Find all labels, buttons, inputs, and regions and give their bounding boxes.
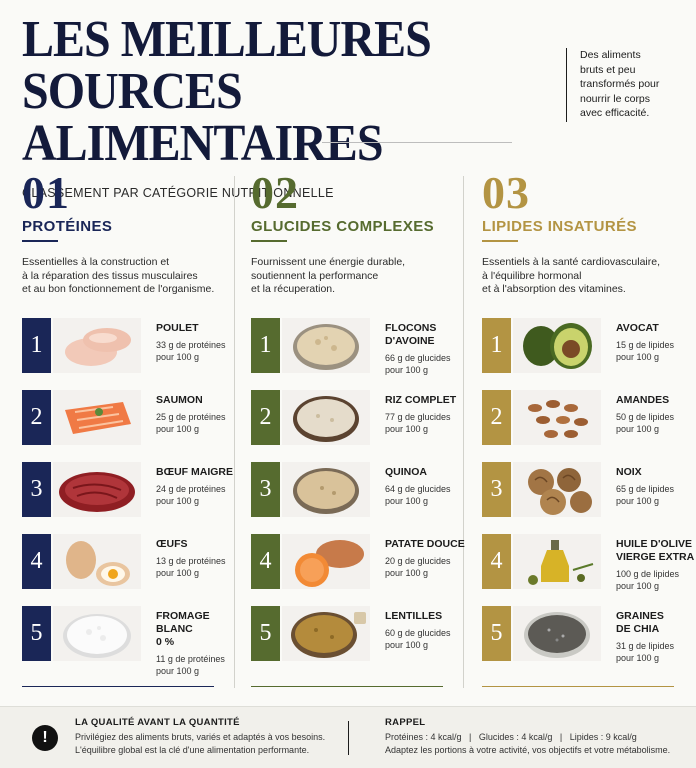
- food-name-line: 0 %: [156, 636, 175, 648]
- food-name: [156, 322, 238, 363]
- category-title: GLUCIDES COMPLEXES: [251, 218, 435, 235]
- quinoa-bowl-image: [282, 462, 370, 517]
- food-name: [385, 466, 467, 507]
- nutrient-value-line: 33 g de protéines: [156, 340, 226, 350]
- title-line-1: LES MEILLEURES: [22, 10, 431, 68]
- food-name: [385, 610, 467, 651]
- category-title-rule: [482, 240, 518, 242]
- food-name-line: GRAINES: [616, 610, 664, 622]
- nutrient-value-line: 65 g de lipides: [616, 484, 675, 494]
- rank-badge: 4: [251, 534, 280, 589]
- description-line: Essentiels à la santé cardiovasculaire,: [482, 256, 661, 268]
- rank-badge: 1: [251, 318, 280, 373]
- food-nutrient-value: [385, 555, 467, 579]
- food-item: [22, 390, 237, 445]
- food-name-line: FROMAGE BLANC: [156, 610, 210, 635]
- rank-badge: 3: [251, 462, 280, 517]
- oats-bowl-image: [282, 318, 370, 373]
- column-bottom-rule: [251, 686, 443, 687]
- nutrient-value-line: pour 100 g: [385, 640, 429, 650]
- food-name: [156, 610, 238, 677]
- food-name: [156, 394, 238, 435]
- food-name: [616, 538, 696, 592]
- food-item: [482, 390, 696, 445]
- food-name: [616, 394, 696, 435]
- chicken-breast-image: [53, 318, 141, 373]
- column-unsaturated-fats: [482, 167, 696, 663]
- food-name: [156, 538, 238, 579]
- food-name-line: HUILE D'OLIVE: [616, 538, 693, 550]
- nutrient-value-line: 20 g de glucides: [385, 556, 451, 566]
- footer-reminder-title: RAPPEL: [385, 717, 426, 728]
- food-nutrient-value: [385, 352, 467, 376]
- rank-badge: 4: [22, 534, 51, 589]
- nutrient-value-line: pour 100 g: [156, 352, 200, 362]
- food-item: [482, 606, 696, 661]
- nutrient-value-line: 64 g de glucides: [385, 484, 451, 494]
- page-subtitle: CLASSEMENT PAR CATÉGORIE NUTRITIONNELLE: [22, 186, 334, 200]
- column-complex-carbs: [251, 167, 466, 650]
- nutrient-value-line: 24 g de protéines: [156, 484, 226, 494]
- rank-badge: 5: [482, 606, 511, 661]
- food-nutrient-value: [156, 653, 238, 677]
- avocado-image: [513, 318, 601, 373]
- food-item: [251, 318, 466, 373]
- food-name: [385, 538, 467, 579]
- ground-beef-image: [53, 462, 141, 517]
- food-nutrient-value: [156, 483, 238, 507]
- nutrient-value-line: pour 100 g: [156, 666, 200, 676]
- footer-reminder-text: Protéines : 4 kcal/g | Glucides : 4 kcal/g | Lipides : 9 kcal/g Adaptez les portions à votre activité, vos objectifs et votre métabolisme.: [385, 732, 671, 755]
- nutrient-value-line: 77 g de glucides: [385, 412, 451, 422]
- food-item: [22, 462, 237, 517]
- description-line: à la réparation des tissus musculaires: [22, 269, 198, 282]
- footer-quality-text: Privilégiez des aliments bruts, variés et adaptés à vos besoins. L'équilibre global est la clé d'une alimentation performante.: [75, 732, 326, 755]
- rank-badge: 5: [22, 606, 51, 661]
- nutrient-value-line: pour 100 g: [385, 496, 429, 506]
- food-name: [616, 610, 696, 664]
- category-number: 02: [251, 167, 299, 218]
- category-number: 01: [22, 167, 70, 218]
- description-line: Essentielles à la construction et: [22, 256, 170, 268]
- food-item: [251, 606, 466, 661]
- nutrient-value-line: 15 g de lipides: [616, 340, 675, 350]
- category-number: 03: [482, 167, 530, 218]
- footer: [0, 706, 696, 768]
- column-proteins: [22, 167, 237, 676]
- category-title-rule: [251, 240, 287, 242]
- rank-badge: 3: [22, 462, 51, 517]
- food-item: [22, 606, 237, 676]
- rank-badge: 1: [482, 318, 511, 373]
- food-name: [385, 394, 467, 435]
- food-name-line: BŒUF MAIGRE: [156, 466, 233, 478]
- sweet-potato-image: [282, 534, 370, 589]
- food-nutrient-value: [156, 339, 238, 363]
- footer-quality-note: [75, 717, 335, 757]
- description-line: soutiennent la performance: [251, 269, 379, 282]
- rank-badge: 5: [251, 606, 280, 661]
- food-item: [482, 318, 696, 373]
- nutrient-value-line: pour 100 g: [385, 365, 429, 375]
- nutrient-value-line: pour 100 g: [385, 568, 429, 578]
- nutrient-value-line: pour 100 g: [385, 424, 429, 434]
- rank-badge: 2: [251, 390, 280, 445]
- food-nutrient-value: [616, 339, 696, 363]
- side-note: Des aliments bruts et peu transformés pour nourrir le corps avec efficacité.: [566, 48, 691, 122]
- food-item: [251, 534, 466, 589]
- food-name-line: ŒUFS: [156, 538, 188, 550]
- food-name-line: RIZ COMPLET: [385, 394, 457, 406]
- food-name-line: SAUMON: [156, 394, 203, 406]
- footer-reminder: [385, 717, 685, 757]
- food-name: [156, 466, 238, 507]
- nutrient-value-line: 66 g de glucides: [385, 353, 451, 363]
- food-item: [22, 318, 237, 373]
- food-name-line: FLOCONS: [385, 322, 437, 334]
- food-nutrient-value: [385, 627, 467, 651]
- nutrient-value-line: pour 100 g: [156, 424, 200, 434]
- rank-badge: 4: [482, 534, 511, 589]
- walnuts-image: [513, 462, 601, 517]
- category-title: PROTÉINES: [22, 218, 113, 235]
- food-name-line: QUINOA: [385, 466, 427, 478]
- nutrient-value-line: pour 100 g: [156, 568, 200, 578]
- description-line: et au bon fonctionnement de l'organisme.: [22, 283, 215, 295]
- food-name-line: POULET: [156, 322, 199, 334]
- food-nutrient-value: [616, 568, 696, 592]
- salmon-fillet-image: [53, 390, 141, 445]
- rank-badge: 3: [482, 462, 511, 517]
- category-description: [251, 256, 466, 300]
- food-nutrient-value: [156, 411, 238, 435]
- rank-badge: 1: [22, 318, 51, 373]
- column-bottom-rule: [22, 686, 214, 687]
- food-nutrient-value: [616, 640, 696, 664]
- food-name-line: VIERGE EXTRA: [616, 551, 695, 563]
- food-name-line: AVOCAT: [616, 322, 659, 334]
- category-description: [22, 256, 237, 300]
- column-bottom-rule: [482, 686, 674, 687]
- eggs-image: [53, 534, 141, 589]
- cottage-cheese-image: [53, 606, 141, 661]
- description-line: à l'équilibre hormonal: [482, 269, 582, 282]
- nutrient-value-line: pour 100 g: [616, 352, 660, 362]
- food-name-line: D'AVOINE: [385, 335, 435, 347]
- food-nutrient-value: [385, 483, 467, 507]
- exclamation-icon: !: [32, 725, 58, 751]
- nutrient-value-line: 100 g de lipides: [616, 569, 680, 579]
- nutrient-value-line: 25 g de protéines: [156, 412, 226, 422]
- nutrient-value-line: 60 g de glucides: [385, 628, 451, 638]
- food-item: [22, 534, 237, 589]
- food-name-line: LENTILLES: [385, 610, 443, 622]
- rank-badge: 2: [22, 390, 51, 445]
- nutrient-value-line: 13 g de protéines: [156, 556, 226, 566]
- food-item: [251, 390, 466, 445]
- subtitle-rule: [322, 142, 512, 143]
- brown-rice-bowl-image: [282, 390, 370, 445]
- food-name: [616, 322, 696, 363]
- food-nutrient-value: [616, 483, 696, 507]
- food-name-line: DE CHIA: [616, 623, 660, 635]
- description-line: et à l'absorption des vitamines.: [482, 283, 626, 295]
- nutrient-value-line: pour 100 g: [616, 496, 660, 506]
- nutrient-value-line: 31 g de lipides: [616, 641, 675, 651]
- rank-badge: 2: [482, 390, 511, 445]
- food-nutrient-value: [156, 555, 238, 579]
- category-description: [482, 256, 696, 300]
- food-item: [482, 462, 696, 517]
- food-name-line: AMANDES: [616, 394, 670, 406]
- olive-oil-image: [513, 534, 601, 589]
- nutrient-value-line: pour 100 g: [616, 581, 660, 591]
- food-nutrient-value: [385, 411, 467, 435]
- nutrient-value-line: pour 100 g: [616, 653, 660, 663]
- food-name-line: PATATE DOUCE: [385, 538, 465, 550]
- food-item: [482, 534, 696, 589]
- food-nutrient-value: [616, 411, 696, 435]
- lentils-bowl-image: [282, 606, 370, 661]
- chia-seeds-bowl-image: [513, 606, 601, 661]
- nutrient-value-line: 50 g de lipides: [616, 412, 675, 422]
- nutrient-value-line: pour 100 g: [156, 496, 200, 506]
- food-name: [616, 466, 696, 507]
- description-line: Fournissent une énergie durable,: [251, 256, 406, 268]
- food-name: [385, 322, 467, 376]
- category-title: LIPIDES INSATURÉS: [482, 218, 637, 235]
- food-item: [251, 462, 466, 517]
- title-line-2: SOURCES ALIMENTAIRES: [22, 62, 383, 172]
- description-line: et la récuperation.: [251, 283, 336, 295]
- nutrient-value-line: pour 100 g: [616, 424, 660, 434]
- footer-divider: [348, 721, 349, 755]
- food-name-line: NOIX: [616, 466, 642, 478]
- category-title-rule: [22, 240, 58, 242]
- page-title: [22, 10, 542, 172]
- footer-quality-title: LA QUALITÉ AVANT LA QUANTITÉ: [75, 717, 240, 728]
- nutrient-value-line: 11 g de protéines: [156, 654, 225, 664]
- almonds-image: [513, 390, 601, 445]
